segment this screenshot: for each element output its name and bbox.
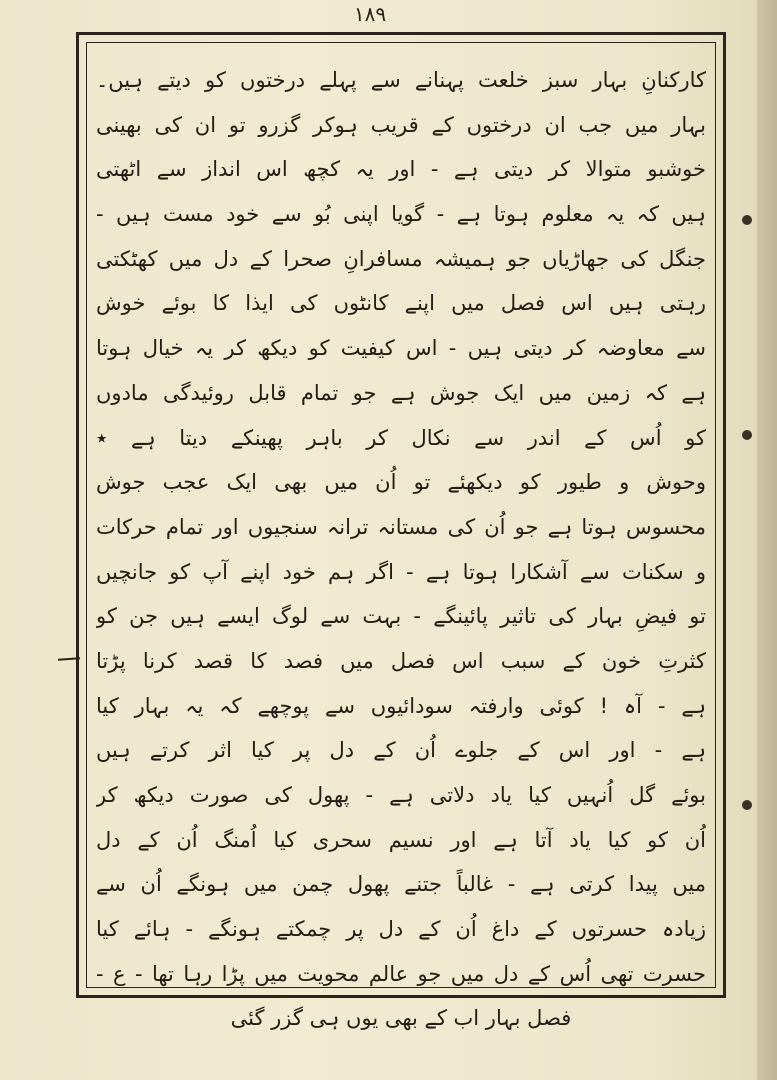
text-line: و سکنات سے آشکارا ہوتا ہے - اگر ہم خود اپنے آپ کو جانچیں [96,559,706,584]
page-number: ۱۸۹ [353,2,387,26]
text-line: ہے - آہ ! کوئی وارفتہ سودائیوں سے پوچھے کہ یہ بہار کیا [96,693,706,718]
text-line: اُن کو کیا یاد آتا ہے اور نسیم سحری کیا اُمنگ اُن کے دل [96,827,706,852]
verse-line: فصل بہار اب کے بھی یوں ہی گزر گئی [230,1006,572,1031]
text-line: جنگل کی جھاڑیاں جو ہمیشہ مسافرانِ صحرا کے دل میں کھٹکتی [96,246,706,271]
text-line: ہیں کہ یہ معلوم ہوتا ہے - گویا اپنی بُو سے خود مست ہیں - [96,202,706,227]
text-line: وحوش و طیور کو دیکھئے تو اُن میں بھی ایک عجب جوش [96,470,706,495]
text-line: تو فیضِ بہار کی تاثیر پائینگے - بہت سے لوگ ایسے ہیں جن کو [96,604,706,629]
text-line: زیادہ حسرتوں کے داغ اُن کے دل پر چمکتے ہونگے - ہائے کیا [96,917,706,942]
text-line: کثرتِ خون کے سبب اس فصل میں فصد کا قصد کرنا پڑتا [96,648,706,673]
text-line: ہے - اور اس کے جلوے اُن کے دل پر کیا اثر کرتے ہیں [96,738,706,763]
margin-spot [742,430,752,440]
text-line: کو اُس کے اندر سے نکال کر باہر پھینکے دیتا ہے ٭ [96,425,706,450]
text-line: سے معاوضہ کر دیتی ہیں - اس کیفیت کو دیکھ کر یہ خیال ہوتا [96,336,706,361]
text-line: خوشبو متوالا کر دیتی ہے - اور یہ کچھ اس انداز سے اٹھتی [96,157,706,182]
text-line: بوئے گل اُنہیں کیا یاد دلاتی ہے - پھول کی صورت دیکھ کر [96,783,706,807]
text-line: محسوس ہوتا ہے جو اُن کی مستانہ ترانہ سنجیوں اور تمام حرکات [96,514,706,539]
margin-spot [742,800,752,810]
margin-spot [742,215,752,225]
text-line: کارکنانِ بہار سبز خلعت پہنانے سے پہلے درختوں کو دیتے ہیں۔ [96,68,706,92]
page-edge [757,0,777,1080]
text-line: رہتی ہیں اس فصل میں اپنے کانٹوں کی ایذا کا بوئے خوش [96,291,706,316]
text-line: ہے کہ زمین میں ایک جوش ہے جو تمام قابل روئیدگی مادوں [96,380,706,405]
body-text [96,58,706,1031]
text-line: میں پیدا کرتی ہے - غالباً جتنے پھول چمن میں ہونگے اُن سے [96,872,706,897]
text-line: حسرت تھی اُس کے دل میں جو عالم محویت میں پڑا رہا تھا - ع - [96,961,706,986]
text-line: بہار میں جب ان درختوں کے قریب ہوکر گزرو تو ان کی بھینی [96,112,706,137]
